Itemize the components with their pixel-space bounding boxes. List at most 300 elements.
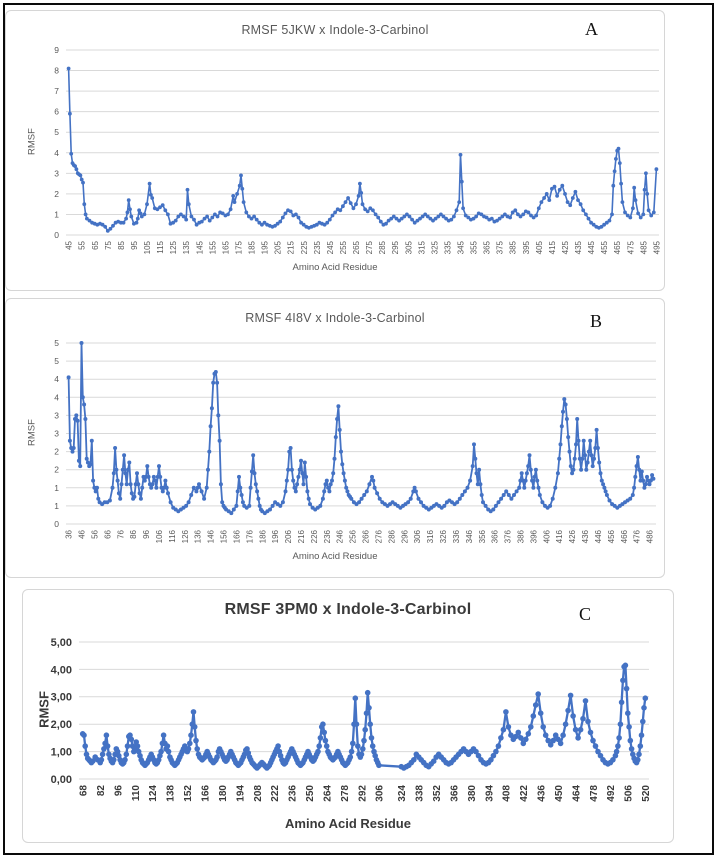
- data-point: [75, 167, 79, 171]
- x-tick-label: 215: [286, 241, 296, 255]
- data-point: [74, 413, 78, 417]
- data-point: [220, 500, 224, 504]
- data-point: [560, 424, 564, 428]
- x-tick-label: 166: [200, 785, 212, 802]
- data-point: [521, 213, 525, 217]
- x-tick-label: 85: [116, 241, 126, 250]
- data-point: [645, 475, 649, 479]
- data-point: [184, 218, 188, 222]
- y-tick-label: 4: [54, 147, 59, 158]
- data-point: [537, 206, 541, 210]
- x-tick-label: 185: [247, 241, 257, 255]
- data-point: [518, 735, 524, 741]
- data-point: [324, 743, 330, 749]
- data-point: [124, 752, 130, 758]
- data-point: [96, 497, 100, 501]
- x-tick-label: 175: [234, 241, 244, 255]
- data-point: [527, 211, 531, 215]
- y-tick-label: 6: [54, 106, 59, 117]
- x-tick-label: 495: [652, 241, 662, 255]
- data-point: [610, 213, 614, 217]
- x-tick-label: 276: [374, 530, 384, 544]
- data-point: [480, 493, 484, 497]
- data-point: [153, 479, 157, 483]
- x-tick-label: 306: [374, 785, 386, 802]
- data-point: [215, 381, 219, 385]
- data-point: [362, 727, 368, 733]
- data-point: [206, 468, 210, 472]
- data-point: [349, 201, 353, 205]
- data-point: [321, 497, 325, 501]
- data-point: [566, 200, 570, 204]
- data-point: [371, 208, 375, 212]
- data-point: [579, 202, 583, 206]
- x-tick-label: 145: [195, 241, 205, 255]
- y-tick-label: 2: [54, 446, 59, 457]
- data-point: [565, 708, 571, 714]
- x-tick-label: 486: [645, 530, 655, 544]
- data-point: [189, 493, 193, 497]
- data-point: [300, 471, 304, 475]
- x-tick-label: 250: [305, 785, 317, 802]
- data-point: [99, 757, 105, 763]
- data-point: [496, 743, 502, 749]
- data-point: [113, 446, 117, 450]
- data-point: [207, 450, 211, 454]
- data-point: [408, 215, 412, 219]
- data-point: [641, 213, 645, 217]
- x-tick-label: 326: [439, 530, 449, 544]
- data-point: [83, 417, 87, 421]
- data-point: [542, 196, 546, 200]
- data-point: [575, 735, 581, 741]
- data-point: [628, 497, 632, 501]
- data-point: [528, 724, 534, 730]
- data-point: [67, 375, 71, 379]
- data-point: [650, 473, 654, 477]
- data-point: [330, 479, 334, 483]
- data-point: [596, 446, 600, 450]
- data-point: [591, 464, 595, 468]
- data-point: [628, 216, 632, 220]
- y-tick-label: 3,00: [50, 691, 72, 704]
- y-tick-label: 2,00: [50, 719, 72, 732]
- data-point: [636, 752, 642, 758]
- data-point: [619, 700, 625, 706]
- data-point: [553, 486, 557, 490]
- data-point: [286, 468, 290, 472]
- x-tick-label: 416: [555, 530, 565, 544]
- data-point: [588, 439, 592, 443]
- x-tick-label: 316: [426, 530, 436, 544]
- data-point: [620, 678, 626, 684]
- x-tick-label: 445: [587, 241, 597, 255]
- x-tick-label: 96: [142, 530, 152, 539]
- data-point: [81, 395, 85, 399]
- x-tick-label: 194: [235, 785, 247, 802]
- data-point: [238, 184, 242, 188]
- data-point: [414, 489, 418, 493]
- data-point: [458, 497, 462, 501]
- data-point: [122, 221, 126, 225]
- data-point: [573, 457, 577, 461]
- data-point: [649, 214, 653, 218]
- data-point: [130, 491, 134, 495]
- data-point: [411, 757, 417, 763]
- x-tick-label: 126: [180, 530, 190, 544]
- data-point: [187, 202, 191, 206]
- rmsf-line: [69, 69, 657, 231]
- data-point: [526, 731, 532, 737]
- data-point: [587, 450, 591, 454]
- data-point: [580, 457, 584, 461]
- data-point: [278, 220, 282, 224]
- x-tick-label: 236: [322, 530, 332, 544]
- data-point: [111, 486, 115, 490]
- data-point: [550, 738, 556, 744]
- x-tick-label: 115: [156, 241, 166, 254]
- data-point: [82, 403, 86, 407]
- data-point: [80, 341, 84, 345]
- data-point: [158, 749, 164, 755]
- x-tick-label: 485: [639, 241, 649, 255]
- data-point: [584, 468, 588, 472]
- data-point: [512, 493, 516, 497]
- data-point: [491, 508, 495, 512]
- data-point: [148, 182, 152, 186]
- x-tick-label: 96: [113, 785, 125, 797]
- data-point: [548, 504, 552, 508]
- data-point: [556, 471, 560, 475]
- data-point: [575, 417, 579, 421]
- data-point: [281, 500, 285, 504]
- data-point: [132, 495, 136, 499]
- x-tick-label: 195: [260, 241, 270, 255]
- data-point: [478, 482, 482, 486]
- data-point: [517, 486, 521, 490]
- data-point: [254, 482, 258, 486]
- data-point: [326, 486, 330, 490]
- data-point: [643, 188, 647, 192]
- data-point: [358, 182, 362, 186]
- x-tick-label: 65: [90, 241, 100, 250]
- data-point: [560, 732, 566, 738]
- x-tick-label: 124: [148, 785, 160, 802]
- data-point: [67, 67, 71, 71]
- data-point: [192, 486, 196, 490]
- data-point: [502, 493, 506, 497]
- data-point: [120, 482, 124, 486]
- data-point: [623, 211, 627, 215]
- x-tick-label: 345: [456, 241, 466, 255]
- data-point: [571, 468, 575, 472]
- data-point: [194, 746, 200, 752]
- data-point: [251, 453, 255, 457]
- data-point: [475, 471, 479, 475]
- data-point: [166, 491, 170, 495]
- data-point: [335, 417, 339, 421]
- x-tick-label: 366: [449, 785, 461, 802]
- data-point: [617, 147, 621, 151]
- x-tick-label: 408: [501, 785, 513, 802]
- data-point: [210, 216, 214, 220]
- data-point: [293, 486, 297, 490]
- x-tick-label: 176: [245, 530, 255, 544]
- data-point: [641, 479, 645, 483]
- data-point: [341, 204, 345, 208]
- data-point: [209, 424, 213, 428]
- data-point: [89, 462, 93, 466]
- y-tick-label: 0: [54, 518, 59, 529]
- data-point: [531, 486, 535, 490]
- data-point: [350, 741, 356, 747]
- data-point: [568, 203, 572, 207]
- x-tick-label: 246: [335, 530, 345, 544]
- data-point: [543, 732, 549, 738]
- data-point: [304, 475, 308, 479]
- data-point: [477, 468, 481, 472]
- data-point: [628, 738, 634, 744]
- data-point: [608, 499, 612, 503]
- data-point: [136, 217, 140, 221]
- data-point: [149, 486, 153, 490]
- data-point: [361, 738, 367, 744]
- x-axis-title-b: Amino Acid Residue: [292, 551, 378, 562]
- data-point: [595, 428, 599, 432]
- data-point: [69, 152, 73, 156]
- data-point: [112, 471, 116, 475]
- data-point: [316, 743, 322, 749]
- x-tick-label: 205: [273, 241, 283, 255]
- data-point: [163, 479, 167, 483]
- data-point: [613, 169, 617, 173]
- x-tick-label: 55: [77, 241, 87, 250]
- data-point: [226, 213, 230, 217]
- data-point: [275, 743, 281, 749]
- data-point: [346, 196, 350, 200]
- data-point: [190, 215, 194, 219]
- data-point: [321, 730, 327, 736]
- data-point: [343, 479, 347, 483]
- data-point: [163, 208, 167, 212]
- x-tick-label: 325: [430, 241, 440, 255]
- data-point: [216, 215, 220, 219]
- data-point: [240, 493, 244, 497]
- data-point: [361, 202, 365, 206]
- data-point: [237, 475, 241, 479]
- data-point: [235, 192, 239, 196]
- data-point: [82, 202, 86, 206]
- data-point: [375, 491, 379, 495]
- data-point: [323, 738, 329, 744]
- data-point: [360, 746, 366, 752]
- data-point: [468, 479, 472, 483]
- x-tick-label: 395: [521, 241, 531, 255]
- x-tick-label: 352: [431, 785, 443, 802]
- data-point: [166, 213, 170, 217]
- data-point: [545, 192, 549, 196]
- data-point: [585, 719, 591, 725]
- data-point: [174, 219, 178, 223]
- data-point: [184, 504, 188, 508]
- data-point: [528, 453, 532, 457]
- data-point: [126, 211, 130, 215]
- data-point: [570, 471, 574, 475]
- data-point: [318, 735, 324, 741]
- data-point: [249, 486, 253, 490]
- x-tick-label: 264: [322, 785, 334, 802]
- data-point: [619, 182, 623, 186]
- y-tick-label: 5: [54, 127, 59, 138]
- data-point: [90, 439, 94, 443]
- x-tick-label: 36: [64, 530, 74, 539]
- figure-border: [3, 3, 714, 855]
- x-tick-label: 66: [103, 530, 113, 539]
- data-point: [626, 724, 632, 730]
- data-point: [287, 450, 291, 454]
- data-point: [200, 220, 204, 224]
- data-point: [597, 461, 601, 465]
- data-point: [231, 194, 235, 198]
- data-point: [240, 187, 244, 191]
- data-point: [72, 446, 76, 450]
- data-point: [94, 489, 98, 493]
- data-point: [129, 737, 135, 743]
- data-point: [298, 468, 302, 472]
- data-point: [570, 713, 576, 719]
- data-point: [409, 497, 413, 501]
- y-axis-title-a: RMSF: [26, 128, 38, 155]
- x-tick-label: 466: [619, 530, 629, 544]
- data-point: [634, 198, 638, 202]
- data-point: [582, 439, 586, 443]
- data-point: [565, 417, 569, 421]
- data-point: [378, 497, 382, 501]
- data-point: [255, 218, 259, 222]
- x-tick-label: 366: [490, 530, 500, 544]
- data-point: [291, 479, 295, 483]
- data-point: [169, 500, 173, 504]
- data-point: [531, 713, 537, 719]
- data-point: [524, 479, 528, 483]
- data-point: [255, 489, 259, 493]
- data-point: [504, 489, 508, 493]
- x-tick-label: 125: [169, 241, 179, 255]
- x-tick-label: 456: [606, 530, 616, 544]
- data-point: [602, 486, 606, 490]
- data-point: [481, 500, 485, 504]
- data-point: [79, 174, 83, 178]
- data-point: [366, 705, 372, 711]
- data-point: [580, 716, 586, 722]
- data-point: [129, 482, 133, 486]
- data-point: [268, 508, 272, 512]
- data-point: [336, 404, 340, 408]
- data-point: [631, 206, 635, 210]
- data-point: [579, 468, 583, 472]
- x-tick-label: 166: [232, 530, 242, 544]
- x-tick-label: 156: [219, 530, 229, 544]
- y-tick-label: 5,00: [50, 636, 72, 649]
- data-point: [252, 215, 256, 219]
- data-point: [123, 471, 127, 475]
- data-point: [354, 202, 358, 206]
- data-point: [140, 486, 144, 490]
- data-point: [563, 721, 569, 727]
- data-point: [499, 497, 503, 501]
- data-point: [331, 214, 335, 218]
- data-point: [525, 471, 529, 475]
- data-point: [370, 743, 376, 749]
- data-point: [234, 504, 238, 508]
- data-point: [197, 482, 201, 486]
- data-point: [315, 749, 321, 755]
- data-point: [571, 196, 575, 200]
- data-point: [200, 489, 204, 493]
- data-point: [509, 497, 513, 501]
- data-point: [537, 486, 541, 490]
- x-tick-label: 146: [206, 530, 216, 544]
- chart-title-c: RMSF 3PM0 x Indole-3-Carbinol: [224, 601, 472, 618]
- data-point: [461, 206, 465, 210]
- data-point: [498, 735, 504, 741]
- data-point: [515, 489, 519, 493]
- x-tick-label: 426: [568, 530, 578, 544]
- data-point: [331, 471, 335, 475]
- data-point: [285, 479, 289, 483]
- data-point: [340, 462, 344, 466]
- data-point: [211, 381, 215, 385]
- x-tick-label: 455: [600, 241, 610, 255]
- data-point: [354, 721, 360, 727]
- x-tick-label: 256: [348, 530, 358, 544]
- data-point: [325, 221, 329, 225]
- data-point: [547, 198, 551, 202]
- data-point: [608, 219, 612, 223]
- data-point: [294, 213, 298, 217]
- data-point: [187, 500, 191, 504]
- data-point: [187, 741, 193, 747]
- data-point: [242, 200, 246, 204]
- data-point: [533, 702, 539, 708]
- plot-area-a: [6, 11, 664, 290]
- x-tick-label: 226: [309, 530, 319, 544]
- x-tick-label: 380: [466, 785, 478, 802]
- data-point: [322, 489, 326, 493]
- data-point: [460, 493, 464, 497]
- data-point: [161, 732, 167, 738]
- data-point: [636, 212, 640, 216]
- y-tick-label: 3: [54, 410, 59, 421]
- data-point: [353, 695, 359, 701]
- data-point: [639, 732, 645, 738]
- data-point: [601, 482, 605, 486]
- data-point: [308, 502, 312, 506]
- data-point: [635, 757, 641, 763]
- x-tick-label: 355: [469, 241, 479, 255]
- data-point: [284, 489, 288, 493]
- data-point: [623, 663, 629, 669]
- x-tick-label: 116: [167, 530, 177, 543]
- data-point: [357, 500, 361, 504]
- data-point: [535, 691, 541, 697]
- data-point: [616, 735, 622, 741]
- x-tick-label: 475: [626, 241, 636, 255]
- x-tick-label: 386: [516, 530, 526, 544]
- data-point: [233, 200, 237, 204]
- data-point: [281, 216, 285, 220]
- x-tick-label: 155: [208, 241, 218, 255]
